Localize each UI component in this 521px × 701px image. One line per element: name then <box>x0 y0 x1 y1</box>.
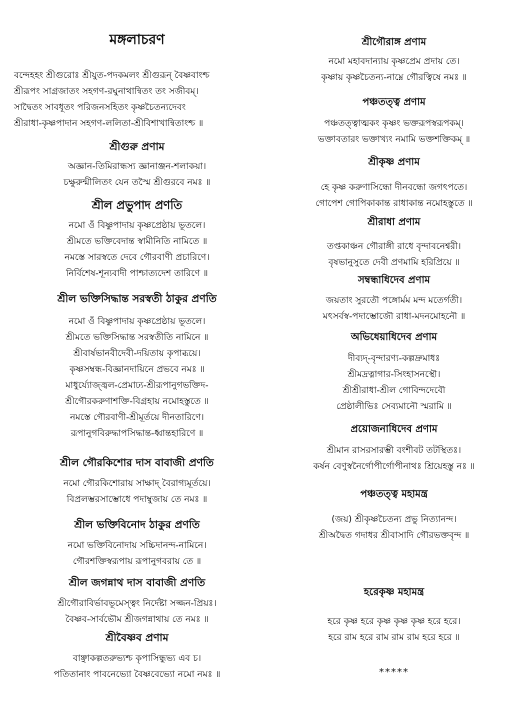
section-heading: সম্বন্ধাধিদেব প্রণাম <box>357 275 431 286</box>
verse-line: শ্রীশ্রীরাধা-শ্রীল গোবিন্দদেবৌ <box>342 386 446 396</box>
section-heading: শ্রীল ভক্তিবিনোদ ঠাকুর প্রণতি <box>74 519 200 531</box>
section-verse <box>278 58 510 88</box>
section-heading: শ্রীবৈষ্ণব প্রণাম <box>105 632 169 644</box>
verse-line: শ্রীরাধা-কৃষ্ণপাদান সহগণ-ললিতা-শ্রীবিশাখান্বিতাংশ্চ ॥ <box>14 119 204 129</box>
verse-line: কৃষ্ণসম্বন্ধ-বিজ্ঞানদায়িনে প্রভবে নমঃ ॥ <box>69 365 205 375</box>
section-heading: প্রয়োজনাধিদেব প্রণাম <box>350 424 438 435</box>
section-verse <box>278 447 510 477</box>
section-verse <box>278 355 510 417</box>
section-verse <box>14 655 260 685</box>
section-heading: হরেকৃষ্ণ মহামন্ত্র <box>363 587 425 598</box>
verse-line: মৎসর্বস্ব-পদাম্ভোজৌ রাধা-মদনমোহনৌ ॥ <box>322 312 466 322</box>
end-mark: ***** <box>379 667 409 678</box>
section-heading: পঞ্চতত্ত্ব মহামন্ত্র <box>360 489 428 500</box>
verse-line: অজ্ঞান-তিমিরান্ধস্য জ্ঞানাঞ্জন-শলাকয়া। <box>67 162 207 172</box>
section-verse <box>278 297 510 327</box>
section-verse <box>14 600 260 630</box>
verse-line: নির্বিশেষ-শূন্যবাদী পাশ্চাত্যদেশ তারিণে ॥ <box>65 269 209 279</box>
verse-line: হরে রাম হরে রাম রাম রাম হরে হরে ॥ <box>328 633 460 643</box>
verse-line: মাধুর্য্যোজ্জ্বল-প্রেমাঢ্য-শ্রীরূপানুগভক্তিদ- <box>65 381 209 391</box>
verse-line: চক্ষুরুন্মীলিতং যেন তস্মৈ শ্রীগুরবে নমঃ ॥ <box>63 178 211 188</box>
section-verse <box>278 516 510 546</box>
verse-line: গৌরশক্তিস্বরূপায় রূপানুগবরায় তে ॥ <box>72 557 202 567</box>
intro-verse <box>14 72 260 132</box>
verse-line: নমো ওঁ বিষ্ণুপাদায় কৃষ্ণপ্রেষ্ঠায় ভূতলে। <box>68 221 206 231</box>
verse-line: হরে কৃষ্ণ হরে কৃষ্ণ কৃষ্ণ কৃষ্ণ হরে হরে। <box>327 617 461 627</box>
verse-line: দীব্যদ্-বৃন্দারণ্য-কল্পদ্রুমাধঃ <box>347 354 441 364</box>
verse-line: নমস্তে গৌরবাণী-শ্রীমূর্তয়ে দীনতারিণে। <box>69 413 204 423</box>
verse-line: গোপেশ গোপিকাকান্ত রাধাকান্ত নমোহস্তুতে ॥ <box>315 199 473 209</box>
section-verse <box>278 120 510 150</box>
section-verse <box>278 184 510 214</box>
verse-line: সাদ্বৈতং সাবধূতং পরিজনসহিতং কৃষ্ণচৈতন্যদেবং <box>14 103 186 113</box>
section-verse <box>14 163 260 193</box>
verse-line: শ্রীমদ্রত্নাগার-সিংহাসনস্থৌ। <box>347 370 441 380</box>
section-heading: শ্রীল ভক্তিসিদ্ধান্ত সরস্বতী ঠাকুর প্রণতি <box>57 293 217 305</box>
verse-line: নমস্তে সারস্বতে দেবে গৌরবাণী প্রচারিণে। <box>64 253 210 263</box>
section-verse <box>278 243 510 273</box>
verse-line: তপ্তকাঞ্চন গৌরাঙ্গী রাধে বৃন্দাবনেশ্বরী। <box>326 242 462 252</box>
verse-line: পঞ্চতত্ত্বাত্মকং কৃষ্ণং ভক্তরূপস্বরূপকম্। <box>324 119 464 129</box>
verse-line: শ্রীরূপং সাগ্রজাতং সহগণ-রঘুনাথান্বিতং তং সজীবম্। <box>14 87 199 97</box>
verse-line: নমো ভক্তিবিনোদায় সচ্চিদানন্দ-নামিনে। <box>67 541 207 551</box>
verse-line: (জয়) শ্রীকৃষ্ণচৈতন্য প্রভু নিত্যানন্দ। <box>331 515 457 525</box>
section-verse <box>14 542 260 572</box>
verse-line: নমো গৌরকিশোরায় সাক্ষাদ্ বৈরাগ্যমূর্তয়ে। <box>63 479 211 489</box>
verse-line: শ্রীবার্ষভানবীদেবী-দয়িতায় কৃপাব্ধয়ে। <box>73 349 201 359</box>
page-title: মঙ্গলাচরণ <box>109 32 165 48</box>
verse-line: কৃষ্ণায় কৃষ্ণচৈতন্য-নাম্নে গৌরত্বিষে নমঃ ॥ <box>321 73 467 83</box>
section-heading: শ্রীগুরু প্রণাম <box>109 141 165 153</box>
verse-line: শ্রীমতে ভক্তিবেদান্ত স্বামীনিতি নামিতে ॥ <box>66 237 208 247</box>
verse-line: বন্দেহহং শ্রীগুরোঃ শ্রীযুত-পদকমলং শ্রীগুরূন্ বৈষ্ণবাংশ্চ <box>14 71 210 81</box>
section-verse <box>14 318 260 446</box>
verse-line: বাঞ্ছাকল্পতরুভ্যশ্চ কৃপাসিন্ধুভ্য এব চ। <box>72 654 202 664</box>
verse-line: প্রেষ্ঠালীভিঃ সেব্যমানৌ স্মরামি ॥ <box>336 402 452 412</box>
verse-line: শ্রীগৌরকরুণাশক্তি-বিগ্রহায় নমোহস্তুতে ॥ <box>65 397 209 407</box>
section-heading: পঞ্চতত্ত্ব প্রণাম <box>362 97 426 108</box>
verse-line: ভক্তাবতারং ভক্তাখ্যং নমামি ভক্তশক্তিকম্ ॥ <box>317 135 471 145</box>
section-heading: শ্রীগৌরাঙ্গ প্রণাম <box>361 37 427 48</box>
section-verse <box>14 480 260 510</box>
verse-line: রূপানুগবিরুদ্ধাপসিদ্ধান্ত-ধ্বান্তহারিণে ॥ <box>70 429 204 439</box>
verse-line: বৃষভানুসুতে দেবী প্রণমামি হরিপ্রিয়ে ॥ <box>328 258 460 268</box>
section-heading: শ্রীরাধা প্রণাম <box>367 217 421 228</box>
section-heading: শ্রীকৃষ্ণ প্রণাম <box>368 157 420 168</box>
verse-line: কর্ষন বেণুস্বনৈর্গোপীর্গোপীনাথঃ শ্রিয়েহস্তু নঃ ॥ <box>313 462 475 472</box>
verse-line: বিপ্রলম্ভরসাম্ভোধে পদাম্বুজায় তে নমঃ ॥ <box>66 495 208 505</box>
verse-line: বৈষ্ণব-সার্বভৌম শ্রীজগন্নাথায় তে নমঃ ॥ <box>65 615 209 625</box>
verse-line: নমো ওঁ বিষ্ণুপাদায় কৃষ্ণপ্রেষ্ঠায় ভূতলে। <box>68 317 206 327</box>
verse-line: শ্রীগৌরাবির্ভাবভূমেস্ত্বং নির্দেষ্টা সজ্জন-প্রিয়ঃ। <box>57 599 217 609</box>
verse-line: পতিতানাং পাবনেভ্যো বৈষ্ণবেভ্যো নমো নমঃ ॥ <box>53 670 221 680</box>
verse-line: শ্রীমতে ভক্তিসিদ্ধান্ত সরস্বতীতি নামিনে ॥ <box>65 333 209 343</box>
verse-line: শ্রীঅদ্বৈত গদাধর শ্রীবাসাদি গৌরভক্তবৃন্দ ॥ <box>318 531 470 541</box>
verse-line: শ্রীমান রাসরসারম্ভী বংশীবট তটস্থিতঃ। <box>326 446 462 456</box>
verse-line: জয়তাং সুরতৌ পঙ্গোর্মম মন্দ মতের্গতী। <box>325 296 463 306</box>
section-heading: অভিধেয়াধিদেব প্রণাম <box>350 332 438 343</box>
verse-line: নমো মহাবদান্যায় কৃষ্ণপ্রেম প্রদায় তে। <box>328 57 460 67</box>
section-heading: শ্রীল জগন্নাথ দাস বাবাজী প্রণতি <box>68 577 206 589</box>
verse-line: হে কৃষ্ণ করুণাসিন্ধো দীনবন্ধো জগৎপতে। <box>320 183 468 193</box>
section-heading: শ্রীল প্রভুপাদ প্রণতি <box>91 198 183 212</box>
section-heading: শ্রীল গৌরকিশোর দাস বাবাজী প্রণতি <box>60 457 214 469</box>
section-verse <box>14 222 260 282</box>
section-verse <box>278 618 510 648</box>
